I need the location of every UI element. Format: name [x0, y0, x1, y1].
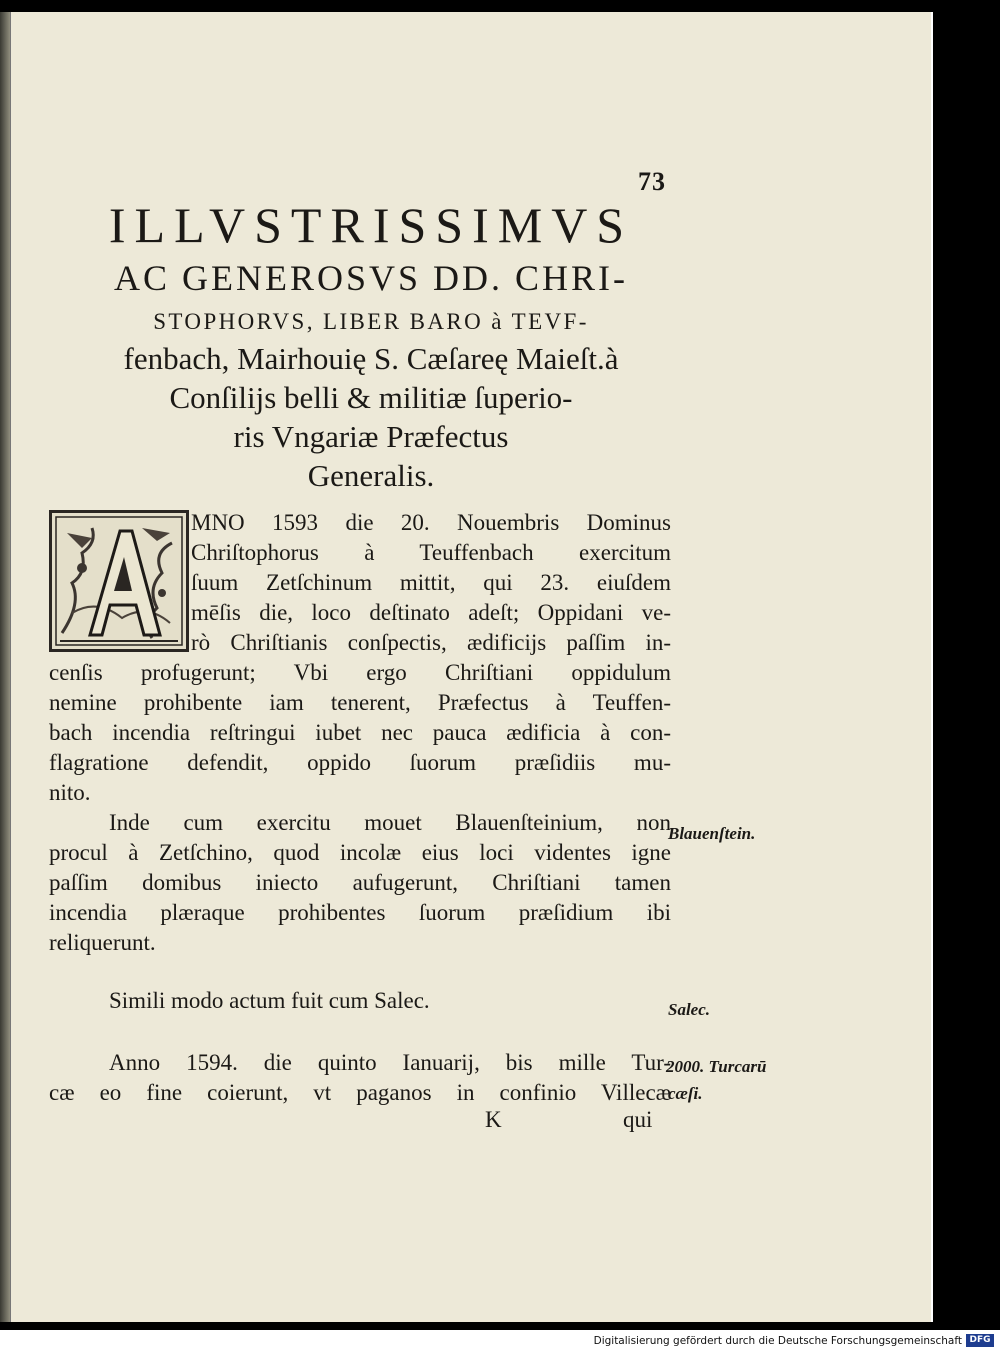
title-line-1: ILLVSTRISSIMVS [108, 197, 634, 253]
margin-note-salec: Salec. [668, 1000, 711, 1019]
title-line-4: fenbach, Mairhouię S. Cæſareę Maieſt.à [123, 341, 619, 376]
title-line-5: Conſilijs belli & militiæ ſuperio- [169, 380, 573, 415]
title-line-3: STOPHORVS, LIBER BARO à TEVF- [153, 309, 589, 334]
page-title [51, 197, 691, 493]
paragraph-3 [49, 986, 671, 1016]
text-line: Chriſtophorus à Teuffenbach exercitum [191, 540, 671, 565]
page-number: 73 [638, 167, 666, 196]
footer-credit: Digitalisierung gefördert durch die Deutsche Forschungsgemeinschaft [593, 1335, 962, 1347]
text-line: MNO 1593 die 20. Nouembris Dominus [191, 510, 671, 535]
text-line: incendia plæraque prohibentes ſuorum præſidium ibi [49, 900, 671, 925]
text-line: Inde cum exercitu mouet Blauenſteinium, non [109, 810, 671, 835]
text-line: procul à Zetſchino, quod incolæ eius loci videntes igne [49, 840, 671, 865]
paragraph-4 [49, 1048, 671, 1108]
paragraph-2 [49, 808, 671, 958]
title-line-7: Generalis. [307, 458, 435, 493]
dfg-logo: DFG [966, 1334, 994, 1347]
margin-note-blauenstein: Blauenſtein. [668, 824, 756, 843]
text-line: Anno 1594. die quinto Ianuarij, bis mille Tur- [109, 1050, 671, 1075]
text-line: cæ eo fine coierunt, vt paganos in confinio Villecæ [49, 1080, 671, 1105]
text-line: flagratione defendit, oppido ſuorum præſidiis mu- [49, 750, 671, 775]
text-line: nito. [49, 780, 91, 805]
title-line-6: ris Vngariæ Præfectus [233, 419, 509, 454]
text-line: mēſis die, loco deſtinato adeſt; Oppidani ve- [191, 600, 671, 625]
text-line: nemine prohibente iam tenerent, Præfectus à Teuffen- [49, 690, 671, 715]
signature-mark: K [485, 1107, 502, 1132]
title-line-2: AC GENEROSVS DD. CHRI- [113, 258, 629, 298]
text-line: rò Chriſtianis conſpectis, ædificijs paſſim in- [191, 630, 671, 655]
text-line: paſſim domibus iniecto aufugerunt, Chriſtiani tamen [49, 870, 671, 895]
margin-note-turcarum-2: cæſi. [668, 1084, 703, 1103]
text-line: cenſis profugerunt; Vbi ergo Chriſtiani oppidulum [49, 660, 671, 685]
book-page [10, 12, 933, 1322]
text-line: reliquerunt. [49, 930, 156, 955]
text-line: ſuum Zetſchinum mittit, qui 23. eiuſdem [191, 570, 671, 595]
margin-note-turcarum-1: 2000. Turcarū [666, 1057, 767, 1076]
text-line: bach incendia reſtringui iubet nec pauca ædificia à con- [49, 720, 671, 745]
footer-bar [0, 1330, 1000, 1352]
catchword: qui [623, 1107, 653, 1132]
text-line: Simili modo actum fuit cum Salec. [109, 988, 430, 1013]
paragraph-1 [49, 508, 671, 808]
